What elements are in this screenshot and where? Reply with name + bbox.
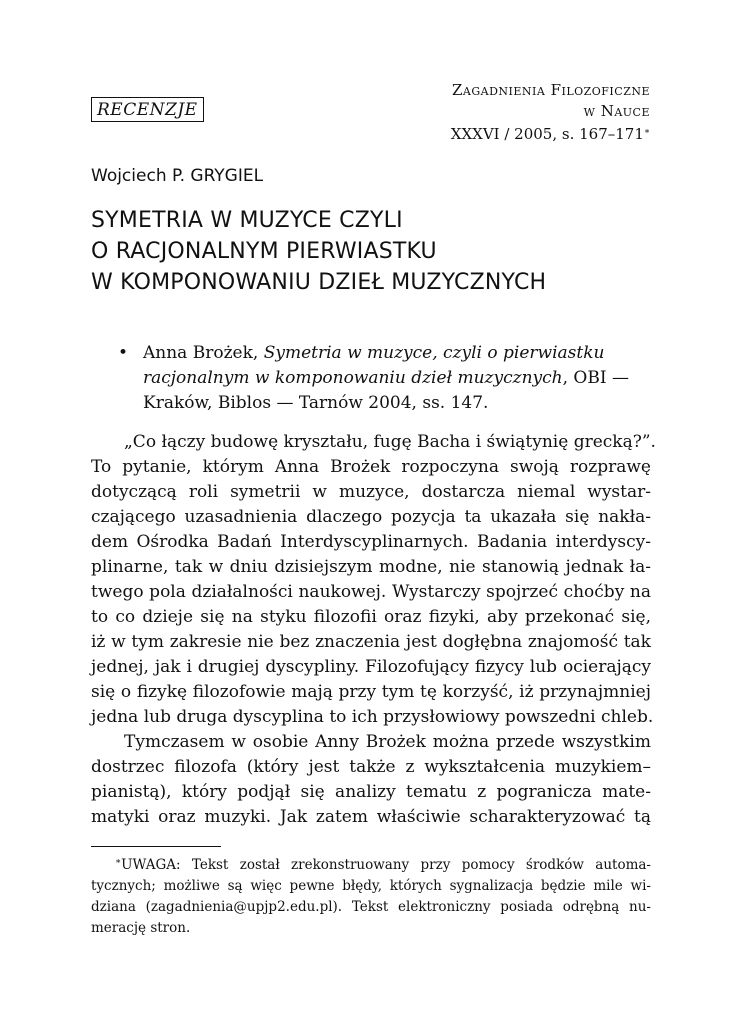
footnote-line-text: UWAGA: Tekst został zrekonstruowany przy pomocy środków automa- — [121, 857, 651, 873]
book-publisher-part1: , OBI — — [562, 368, 629, 388]
footnote-rule — [91, 846, 221, 847]
reference-line-3: Kraków, Biblos — Tarnów 2004, ss. 147. — [143, 393, 489, 413]
body-line: Tymczasem w osobie Anny Brożek można przede wszystkim — [124, 732, 651, 752]
article-title — [91, 205, 651, 298]
body-line: „Co łączy budowę kryształu, fugę Bacha i świątynię grecką?”. — [124, 432, 656, 452]
title-line-3: W KOMPONOWANIU DZIEŁ MUZYCZNYCH — [91, 270, 547, 295]
footnote — [91, 852, 651, 939]
footnote-line: merację stron. — [91, 920, 191, 936]
body-line: dotyczącą roli symetrii w muzyce, dostarcza niemal wystar- — [91, 482, 651, 502]
journal-issue — [330, 122, 650, 145]
body-line: To pytanie, którym Anna Brożek rozpoczyna swoją rozprawę — [91, 457, 651, 477]
title-line-2: O RACJONALNYM PIERWIASTKU — [91, 239, 437, 264]
footnote-mark: ∗ — [115, 857, 122, 867]
section-label-box — [91, 97, 204, 122]
footnote-line — [91, 852, 651, 876]
body-line: plinarne, tak w dniu dzisiejszym modne, nie stanowią jednak ła- — [91, 557, 651, 577]
body-line: pianistą), który podjął się analizy tematu z pogranicza mate- — [91, 782, 651, 802]
section-label: RECENZJE — [97, 100, 198, 120]
body-line: dostrzec filozofa (który jest także z wykształcenia muzykiem– — [91, 757, 651, 777]
footnote-line: tycznych; możliwe są więc pewne błędy, których sygnalizacja będzie mile wi- — [91, 878, 651, 894]
body-line: iż w tym zakresie nie bez znaczenia jest dogłębna znajomość tak — [91, 632, 651, 652]
journal-header — [330, 80, 650, 145]
body-text — [91, 430, 656, 830]
body-line: jednej, jak i drugiej dyscypliny. Filozofujący fizycy lub ocierający — [91, 657, 651, 677]
body-line: dem Ośrodka Badań Interdyscyplinarnych. Badania interdyscy- — [91, 532, 651, 552]
book-title-part1: Symetria w muzyce, czyli o pierwiastku — [263, 343, 605, 363]
body-line: jedna lub druga dyscyplina to ich przysłowiowy powszedni chleb. — [91, 707, 654, 727]
body-line: to co dzieje się na styku filozofii oraz fizyki, aby przekonać się, — [91, 607, 651, 627]
footnote-ref-mark: ∗ — [643, 127, 650, 137]
book-author: Anna Brożek, — [143, 343, 264, 363]
book-title-part2: racjonalnym w komponowaniu dzieł muzycznych — [143, 368, 563, 388]
author-name: Wojciech P. GRYGIEL — [91, 166, 264, 186]
title-line-1: SYMETRIA W MUZYCE CZYLI — [91, 208, 403, 233]
body-line: matyki oraz muzyki. Jak zatem właściwie scharakteryzować tą — [91, 807, 651, 827]
body-line: się o fizykę filozofowie mają przy tym tę korzyść, iż przynajmniej — [91, 682, 651, 702]
journal-issue-text: XXXVI / 2005, s. 167–171 — [450, 125, 644, 143]
body-line: twego pola działalności naukowej. Wystarczy spojrzeć choćby na — [91, 582, 651, 602]
book-reference — [143, 341, 643, 416]
body-line: czającego uzasadnienia dlaczego pozycja ta ukazała się nakła- — [91, 507, 651, 527]
reference-line-2 — [143, 366, 643, 391]
bullet-icon: • — [118, 343, 129, 363]
journal-name-line2: w Nauce — [583, 102, 650, 120]
footnote-line: dziana (zagadnienia@upjp2.edu.pl). Tekst elektroniczny posiada odrębną nu- — [91, 899, 651, 915]
reference-line-1 — [143, 341, 643, 366]
journal-name-line1: Zagadnienia Filozoficzne — [451, 81, 650, 99]
